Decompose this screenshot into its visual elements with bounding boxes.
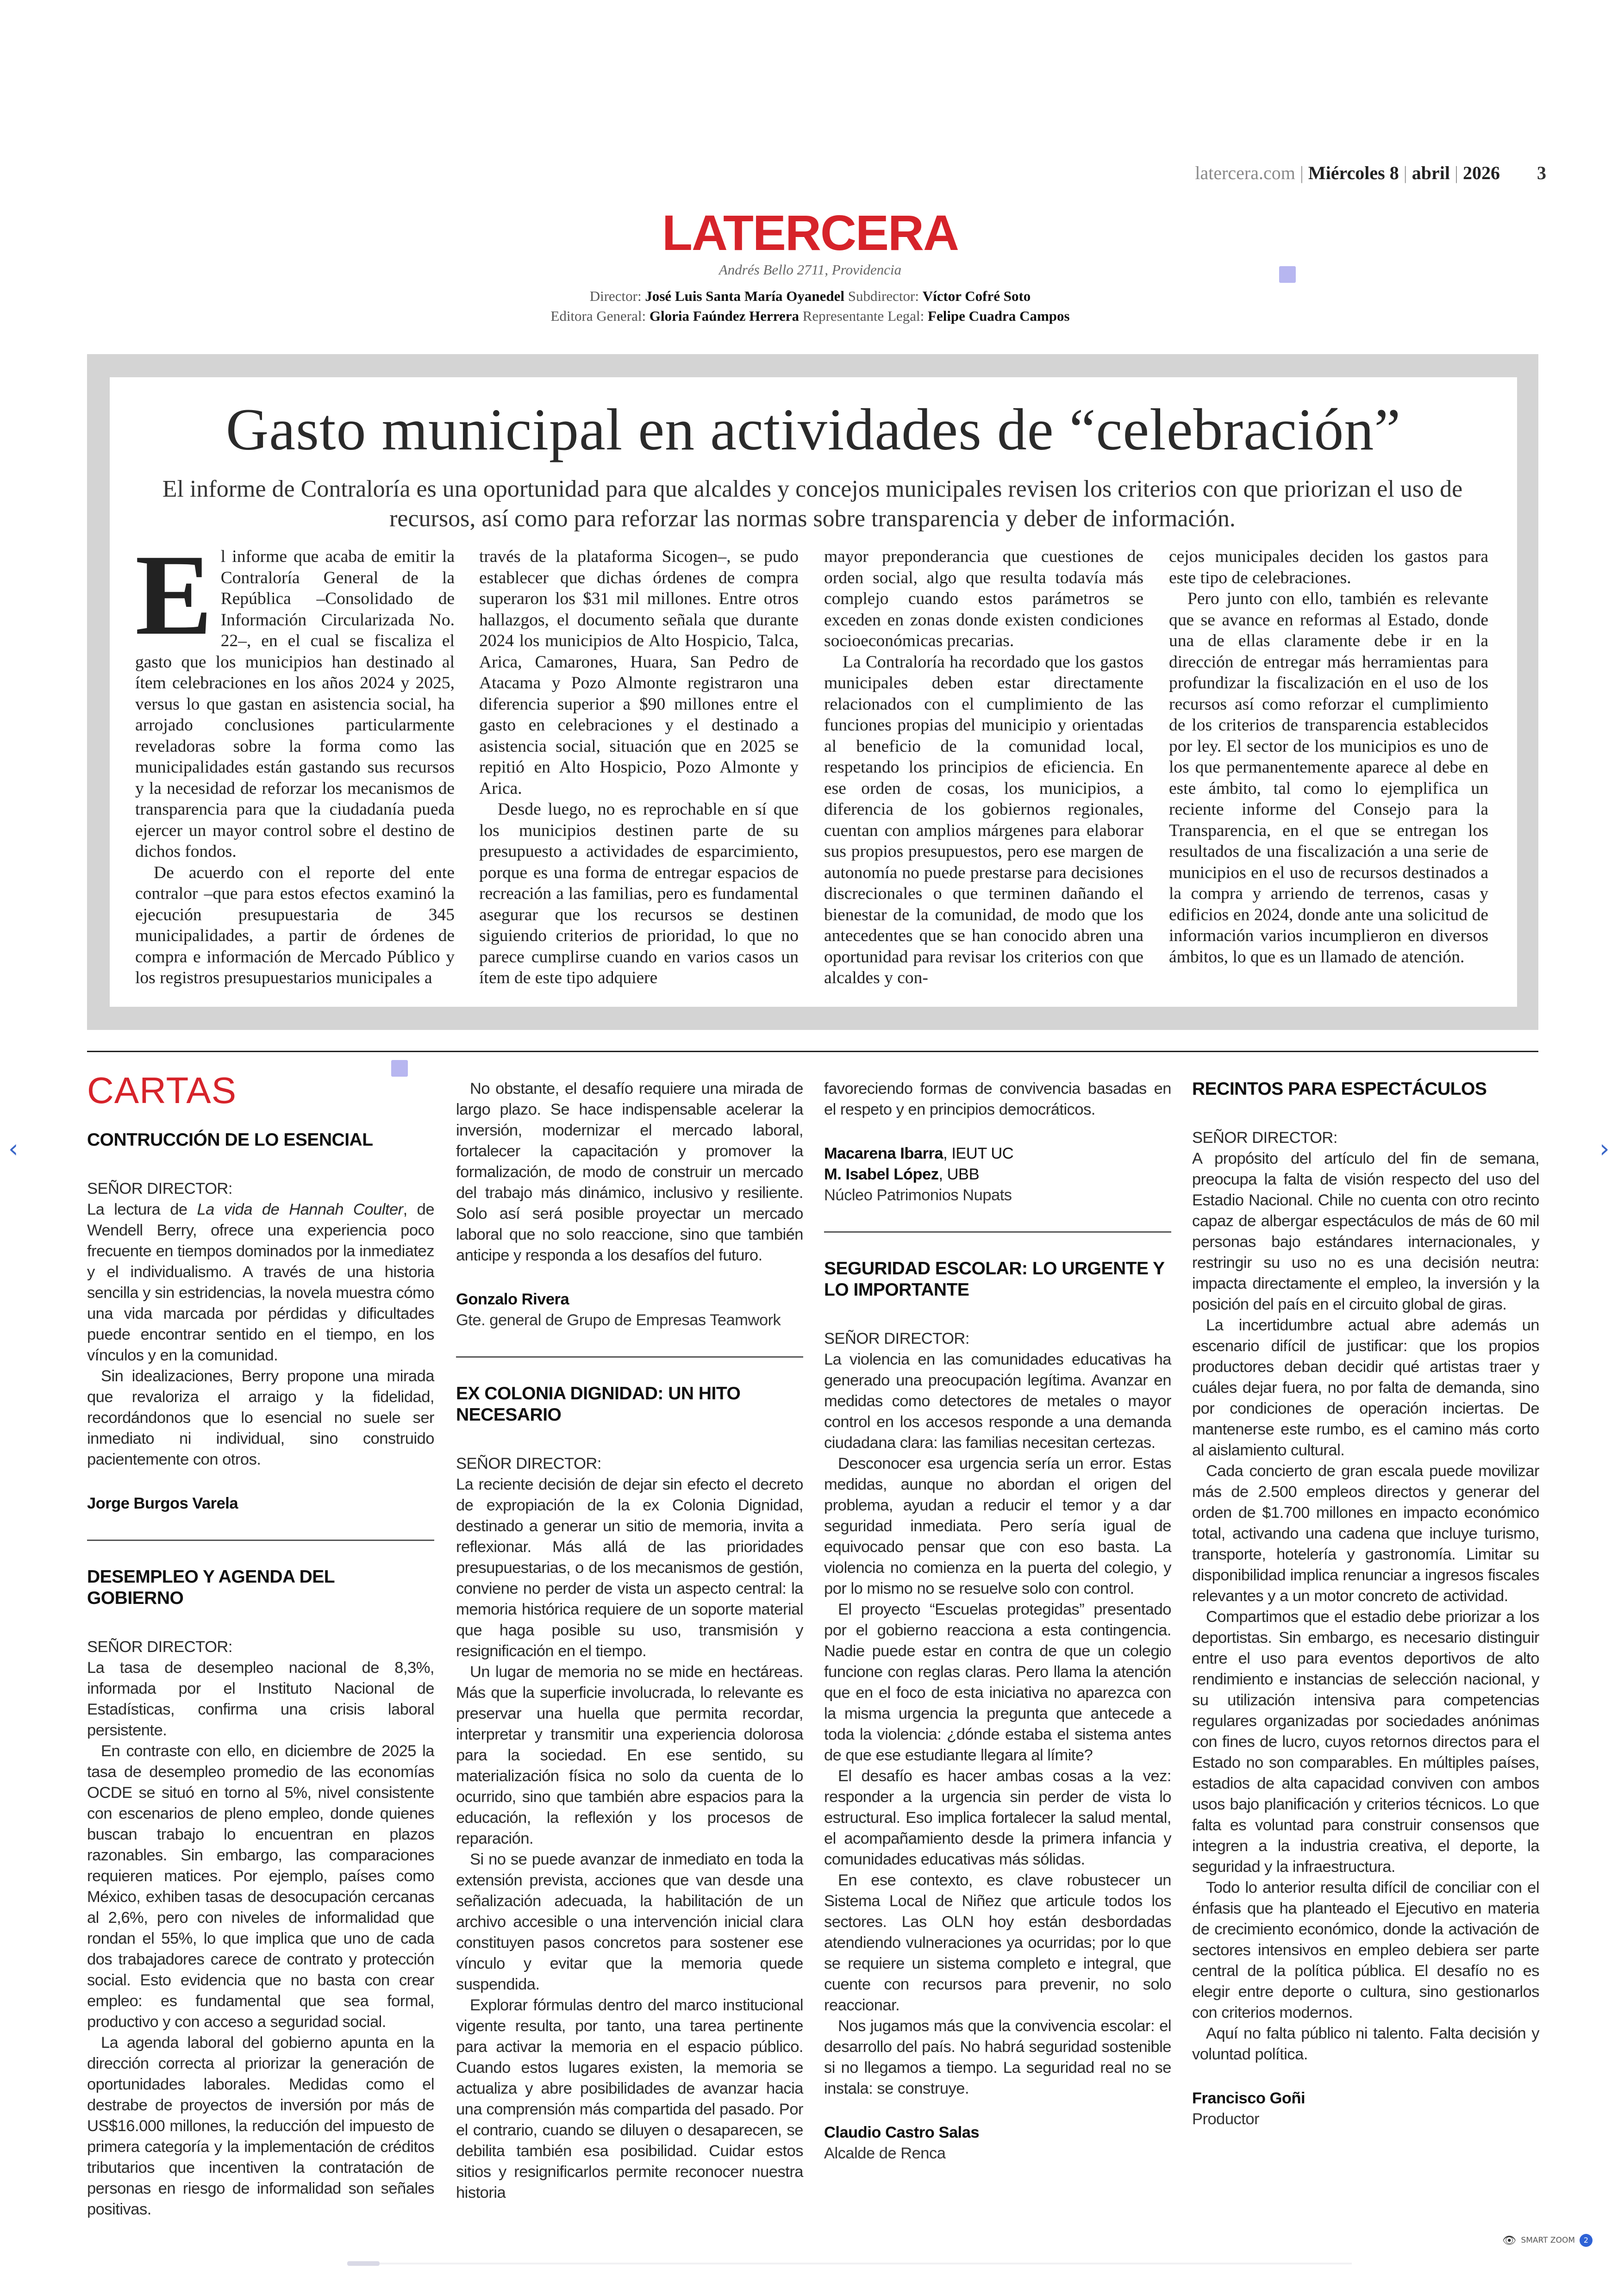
drop-cap: E — [135, 531, 212, 659]
cartas-section-title: CARTAS — [87, 1070, 237, 1111]
letter-author: Gonzalo Rivera — [456, 1291, 569, 1308]
letter-paragraph: Un lugar de memoria no se mide en hectáreas. Más que la superficie involucrada, lo relevante es preservar una huella que permita recordar, interpretar y transmitir una experiencia dolorosa para la sociedad. En ese sentido, su materialización física no solo da cuenta de lo ocurrido, sino que también abre espacios para la educación, la reflexión y los procesos de reparación. — [456, 1663, 803, 1847]
letter-separator — [824, 1231, 1171, 1233]
letter-paragraph: Cada concierto de gran escala puede movilizar más de 2.500 empleos directos y generar del orden de $1.700 millones en impacto económico total, activando una cadena que incluye turismo, transporte, hotelería y gastronomía. Limitar su disponibilidad implica renunciar a ingresos fiscales relevantes y a un motor concreto de actividad. — [1192, 1462, 1539, 1605]
letter-salutation: SEÑOR DIRECTOR: — [87, 1638, 232, 1656]
letter-paragraph: Todo lo anterior resulta difícil de conciliar con el énfasis que ha planteado el Ejecutivo en materia de crecimiento económico, donde la activación de sectores intensivos en empleo debiera ser parte central de la política pública. El desafío no es elegir entre deporte o cultura, sino gestionarlos con criterios modernos. — [1192, 1879, 1539, 2021]
letter-paragraph: favoreciendo formas de convivencia basadas en el respeto y en principios democráticos. — [824, 1080, 1171, 1118]
text-run: La lectura de — [87, 1201, 197, 1218]
letter-paragraph: En ese contexto, es clave robustecer un Sistema Local de Niñez que articule todos los sectores. Las OLN hoy están desbordadas atendiendo vulneraciones ya ocurridas; por lo que se requiere un sistema completo e integral, que cuente con recursos para prevenir, no solo reaccionar. — [824, 1871, 1171, 2014]
eye-icon: 👁 — [1502, 2234, 1517, 2247]
editorial-column-2 — [479, 546, 799, 989]
section-divider — [87, 1051, 1538, 1052]
editorial-column-4 — [1169, 546, 1488, 967]
letter-authors-2 — [824, 1164, 1171, 1185]
editorial-subtitle: El informe de Contraloría es una oportunidad para que alcaldes y concejos municipales revisen los criterios con que priorizan el uso de recursos, así como para reforzar las normas sobre transparencia y deber de información. — [162, 476, 1463, 532]
letter-paragraph: No obstante, el desafío requiere una mirada de largo plazo. Se hace indispensable acelerar la inversión, modernizar el mercado laboral, fortalecer la capacitación y promover la formalización, de modo de construir un mercado del trabajo más dinámico, inclusivo y resiliente. Solo así será posible proyectar un mercado laboral que no solo reaccione, sino que también anticipe y responda a los desafíos del futuro. — [456, 1080, 803, 1264]
letter-paragraph: Si no se puede avanzar de inmediato en toda la extensión prevista, acciones que van desde una señalización adecuada, la habilitación de un archivo accesible o una intervención inicial clara constituyen pasos concretos para sostener ese vínculo y evitar que la memoria quede suspendida. — [456, 1851, 803, 1993]
staff-line-1 — [324, 288, 1296, 305]
editora-name: Gloria Faúndez Herrera — [649, 308, 799, 324]
editorial-paragraph: l informe que acaba de emitir la Contraloría General de la República –Consolidado de Información Circularizada No. 22–, en el cual se fiscaliza el gasto que los municipios han destinado al ítem celebraciones en los años 2024 y 2025, versus lo que gastan en asistencia social, ha arrojado conclusiones particularmente reveladoras sobre la forma como las municipalidades están gastando sus recursos y la necesidad de reforzar los mecanismos de transparencia para que la ciudadanía pueda ejercer un mayor control sobre el destino de dichos fondos. — [135, 547, 455, 861]
editorial-column-1 — [135, 531, 455, 989]
subdirector-label: Subdirector: — [848, 288, 919, 304]
letter-paragraph: La tasa de desempleo nacional de 8,3%, informada por el Instituto Nacional de Estadísticas, confirma una crisis laboral persistente. — [87, 1659, 434, 1739]
letter-paragraph: Aquí no falta público ni talento. Falta decisión y voluntad política. — [1192, 2025, 1539, 2063]
letters-column-4 — [1192, 1079, 1539, 2130]
editorial-paragraph: cejos municipales deciden los gastos para este tipo de celebraciones. — [1169, 547, 1488, 587]
letter-paragraph: El desafío es hacer ambas cosas a la vez: responder a la urgencia sin perder de vista lo estructural. Eso implica fortalecer la salud mental, el acompañamiento desde la primera infancia y comunidades educativas más sólidas. — [824, 1767, 1171, 1868]
director-name: José Luis Santa María Oyanedel — [645, 288, 844, 304]
letter-author: M. Isabel López — [824, 1166, 939, 1183]
letter-author: Claudio Castro Salas — [824, 2124, 980, 2141]
letter-salutation: SEÑOR DIRECTOR: — [1192, 1129, 1337, 1147]
letter-paragraph: Explorar fórmulas dentro del marco institucional vigente resulta, por tanto, una tarea pertinente para activar la memoria en el espacio público. Cuando estos lugares existen, la memoria se actualiza y abre posibilidades de avanzar hacia una comprensión más compartida del pasado. Por el contrario, cuando se diluyen o desaparecen, se debilita también esa posibilidad. Cuidar estos sitios y resignificarlos permite reconocer nuestra historia — [456, 1996, 803, 2201]
text-run: , de Wendell Berry, ofrece una experiencia poco frecuente en tiempos dominados por la inmediatez y el individualismo. A través de una historia sencilla y sin estridencias, la novela muestra cómo una vida marcada por pérdidas y dificultades puede encontrar sentido en el tiempo, en los vínculos y en la comunidad. — [87, 1201, 435, 1364]
letter-author-role: Núcleo Patrimonios Nupats — [824, 1186, 1012, 1204]
newspaper-logo: LATERCERA — [662, 205, 958, 261]
editorial-paragraph: De acuerdo con el reporte del ente contralor –que para estos efectos examinó la ejecución presupuestaria de 345 municipalidades, a partir de órdenes de compra e información de Mercado Público y los registros presupuestarios municipales a — [135, 863, 455, 987]
smart-zoom-label: SMART ZOOM — [1521, 2236, 1575, 2245]
letters-column-2 — [456, 1079, 803, 2203]
letter-title: RECINTOS PARA ESPECTÁCULOS — [1192, 1079, 1487, 1099]
editorial-paragraph: La Contraloría ha recordado que los gastos municipales deben estar directamente relacionados con el cumplimiento de las funciones propias del municipio y orientadas al beneficio de la comunidad local, respetando los principios de eficiencia. En ese orden de cosas, los municipios, a diferencia de los gobiernos regionales, cuentan con amplios márgenes para elaborar sus propios presupuestos, pero ese margen de autonomía no puede prestarse para decisiones discrecionales o que terminen dañando el bienestar de la comunidad, de modo que los antecedentes que se han conocido abren una oportunidad para revisar los criterios con que alcaldes y con- — [824, 652, 1143, 987]
date-day: Miércoles 8 — [1308, 162, 1399, 183]
letters-column-3 — [824, 1079, 1171, 2164]
letter-paragraph: La incertidumbre actual abre además un escenario difícil de justificar: que los propios productores deban decidir qué artistas traer y cuáles dejar fuera, no por falta de demanda, sino por condiciones de operación inciertas. De mantenerse este rumbo, es el camino más corto al aislamiento cultural. — [1192, 1316, 1539, 1459]
letter-paragraph: En contraste con ello, en diciembre de 2025 la tasa de desempleo promedio de las economías OCDE se situó en torno al 5%, nivel consistente con escenarios de pleno empleo, donde quienes buscan trabajo lo encuentran en plazos razonables. Sin embargo, las comparaciones requieren matices. Por ejemplo, países como México, exhiben tasas de desocupación cercanas al 2,6%, pero con niveles de informalidad que rondan el 55%, lo que implica que uno de cada dos trabajadores carece de contrato y protección social. Esto evidencia que no basta con crear empleo: es fundamental que sea formal, productivo y con acceso a seguridad social. — [87, 1742, 434, 2031]
editorial-paragraph: mayor preponderancia que cuestiones de orden social, algo que resulta todavía más complejo cuando estos parámetros se exceden en zonas donde existen condiciones socioeconómicas precarias. — [824, 547, 1143, 650]
smart-zoom-control[interactable] — [1502, 2230, 1609, 2251]
letter-authors — [824, 1143, 1171, 1164]
letter-paragraph: Sin idealizaciones, Berry propone una mirada que revaloriza el arraigo y la fidelidad, recordándonos que lo esencial no suele ser inmediato ni individual, sino construido pacientemente con otros. — [87, 1367, 434, 1468]
letter-author-role: Alcalde de Renca — [824, 2145, 946, 2162]
letter-paragraph: A propósito del artículo del fin de semana, preocupa la falta de visión respecto del uso del Estadio Nacional. Chile no cuenta con otro recinto capaz de albergar espectáculos de más de 60 mil personas bajo estándares internacionales, y restringir su uso no es una decisión neutra: impacta directamente el empleo, la inversión y la posición del país en el circuito global de giras. — [1192, 1150, 1539, 1313]
letter-paragraph: La agenda laboral del gobierno apunta en la dirección correcta al priorizar la generación de oportunidades laborales. Medidas como el destrabe de proyectos de inversión por más de US$16.000 millones, la reducción del impuesto de primera categoría y la implementación de créditos tributarios que incentiven la contratación de personas en riesgo de informalidad son señales positivas. — [87, 2034, 434, 2218]
letter-salutation: SEÑOR DIRECTOR: — [456, 1455, 601, 1472]
letter-salutation: SEÑOR DIRECTOR: — [87, 1180, 232, 1197]
smart-zoom-badge: 2 — [1580, 2234, 1593, 2247]
letter-separator — [456, 1356, 803, 1358]
editorial-column-3 — [824, 546, 1143, 989]
editorial-paragraph: Pero junto con ello, también es relevante que se avance en reformas al Estado, donde una de ellas claramente debe ir en la dirección de entregar más herramientas para profundizar la fiscalización en el uso de los recursos así como reforzar el cumplimiento de los criterios de transparencia establecidos por ley. El sector de los municipios es uno de los que permanentemente aparece al debe en este ámbito, tal como lo ejemplifica un reciente informe del Consejo para la Transparencia, en el que se entregan los resultados de una fiscalización a una serie de municipios en el uso de recursos destinados a la compra y arriendo de terrenos, casas y edificios en 2024, donde ante una solicitud de información varios incumplieron en diversos ámbitos, lo que es un llamado de atención. — [1169, 589, 1488, 967]
letter-salutation: SEÑOR DIRECTOR: — [824, 1330, 969, 1347]
scrollbar-thumb[interactable] — [347, 2261, 380, 2266]
letter-paragraph: Nos jugamos más que la convivencia escolar: el desarrollo del país. No habrá seguridad sostenible si no llegamos a tiempo. La seguridad real no se instala: se construye. — [824, 2017, 1171, 2097]
letter-author-role: Gte. general de Grupo de Empresas Teamwork — [456, 1311, 781, 1329]
book-title: La vida de Hannah Coulter — [197, 1201, 403, 1218]
date-month: abril — [1412, 162, 1450, 183]
director-label: Director: — [589, 288, 642, 304]
letter-paragraph: Compartimos que el estadio debe priorizar a los deportistas. Sin embargo, es necesario distinguir entre el uso para eventos deportivos de alto rendimiento e instancias de selección nacional, y su utilización intensiva para competencias regulares organizadas por sociedades anónimas con fines de lucro, cuyos retornos directos para el Estado no son comparables. En múltiples países, estadios de alta capacidad conviven con ambos usos bajo planificación y criterios técnicos. Lo que falta es voluntad para construir consensos que integren a la industria creativa, el deporte, la seguridad y la infraestructura. — [1192, 1608, 1539, 1876]
letter-paragraph — [87, 1199, 434, 1366]
letter-author: Macarena Ibarra — [824, 1145, 943, 1162]
page-marker-icon[interactable] — [1279, 266, 1296, 283]
page-marker-icon[interactable] — [391, 1060, 408, 1077]
previous-page-arrow-icon[interactable]: ‹ — [8, 1134, 19, 1163]
header-date-line: latercera.com | Miércoles 8 | abril | 2026 3 — [1195, 162, 1546, 183]
letter-paragraph: La reciente decisión de dejar sin efecto el decreto de expropiación de la ex Colonia Dignidad, destinado a generar un sitio de memoria, invita a reflexionar. Más allá de las prioridades presupuestarias, o de los mecanismos de gestión, conviene no perder de vista un aspecto central: la memoria histórica requiere de un soporte material que haga posible su uso, transmisión y resignificación en el tiempo. — [456, 1476, 803, 1660]
editora-label: Editora General: — [550, 308, 646, 324]
editorial-paragraph: través de la plataforma Sicogen–, se pudo establecer que dichas órdenes de compra superaron los $31 mil millones. Entre otros hallazgos, el documento señala que durante 2024 los municipios de Alto Hospicio, Talca, Arica, Camarones, Huara, San Pedro de Atacama y Pozo Almonte registraron una diferencia superior a $90 millones entre el gasto en celebraciones y el destinado a asistencia social, situación que en 2025 se repitió en Alto Hospicio, Pozo Almonte y Arica. — [479, 547, 799, 798]
letter-paragraph: La violencia en las comunidades educativas ha generado una preocupación legítima. Avanzar en medidas como detectores de metales o mayor control en los accesos responde a una demanda ciudadana clara: las familias necesitan certezas. — [824, 1351, 1171, 1452]
date-year: 2026 — [1463, 162, 1500, 183]
author-affiliation: , UBB — [938, 1166, 980, 1183]
letters-column-1 — [87, 1129, 434, 2220]
letter-title: DESEMPLEO Y AGENDA DEL GOBIERNO — [87, 1567, 335, 1608]
editorial-title: Gasto municipal en actividades de “celebración” — [225, 397, 1401, 462]
letter-paragraph: Desconocer esa urgencia sería un error. Estas medidas, aunque no abordan el origen del problema, ayudan a reducir el temor y a dar seguridad inmediata. Pero sería igual de equivocado pensar que con eso basta. La violencia no comienza en la puerta del colegio, y por lo mismo no se resuelve solo con control. — [824, 1455, 1171, 1597]
legal-label: Representante Legal: — [802, 308, 924, 324]
letter-paragraph: El proyecto “Escuelas protegidas” presentado por el gobierno reacciona a esta contingencia. Nadie puede estar en contra de que un colegio funcione con reglas claras. Pero llama la atención que en el foco de esta iniciativa no aparezca con la misma urgencia la pregunta que antecede a toda la violencia: ¿dónde estaba el sistema antes de que ese estudiante llegara al límite? — [824, 1601, 1171, 1764]
site-name: latercera.com — [1195, 162, 1295, 183]
next-page-arrow-icon[interactable]: › — [1599, 1134, 1610, 1163]
author-affiliation: , IEUT UC — [943, 1145, 1014, 1162]
letter-title: EX COLONIA DIGNIDAD: UN HITO NECESARIO — [456, 1384, 741, 1425]
letter-author-role: Productor — [1192, 2110, 1260, 2128]
letter-author: Jorge Burgos Varela — [87, 1495, 238, 1512]
legal-name: Felipe Cuadra Campos — [928, 308, 1070, 324]
editorial-paragraph: Desde luego, no es reprochable en sí que los municipios destinen parte de su presupuesto a actividades de esparcimiento, porque es una forma de entregar espacios de recreación a las familias, pero es fundamental asegurar que los recursos se destinen siguiendo criterios de prioridad, lo que no parece cumplirse cuando en varios casos un ítem de este tipo adquiere — [479, 800, 799, 987]
letter-author: Francisco Goñi — [1192, 2089, 1305, 2107]
subdirector-name: Víctor Cofré Soto — [922, 288, 1031, 304]
letter-title: CONTRUCCIÓN DE LO ESENCIAL — [87, 1130, 373, 1150]
letter-separator — [87, 1540, 434, 1541]
page-number: 3 — [1537, 162, 1546, 183]
address: Andrés Bello 2711, Providencia — [718, 262, 902, 278]
scrollbar-track[interactable] — [380, 2263, 1352, 2264]
staff-line-2 — [324, 308, 1296, 324]
letter-title: SEGURIDAD ESCOLAR: LO URGENTE Y LO IMPORTANTE — [824, 1259, 1164, 1300]
